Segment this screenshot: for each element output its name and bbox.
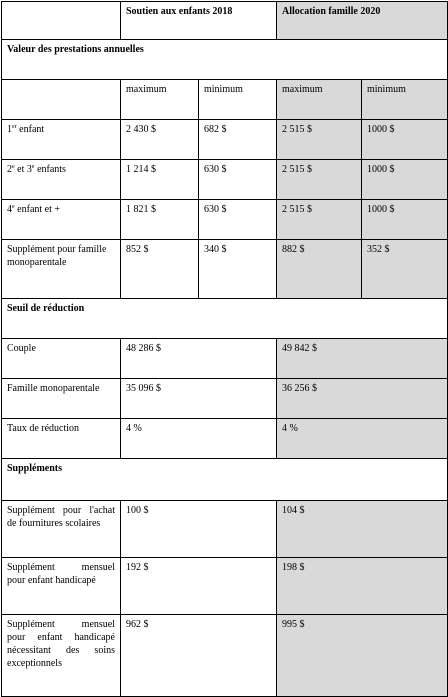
row-label: 1er enfant [2, 120, 121, 160]
subheader-min-2020: minimum [362, 80, 448, 120]
table-row [2, 160, 448, 200]
row-label: Supplément pour famille monoparentale [2, 240, 121, 299]
cell-max-2020: 2 515 $ [277, 120, 362, 160]
subheader-row [2, 80, 448, 120]
subheader-max-2020: maximum [277, 80, 362, 120]
cell-min-2020: 1000 $ [362, 120, 448, 160]
cell-2018: 962 $ [121, 615, 277, 697]
row-label: Supplément pour l'achat de fournitures scolaires [2, 501, 121, 558]
table-row [2, 240, 448, 299]
table-row [2, 501, 448, 558]
header-2018: Soutien aux enfants 2018 [121, 2, 277, 40]
section-row-seuil [2, 299, 448, 339]
table-row [2, 379, 448, 419]
section-row-prestations [2, 40, 448, 80]
cell-max-2018: 852 $ [121, 240, 199, 299]
table-row [2, 120, 448, 160]
subheader-min-2018: minimum [199, 80, 277, 120]
table-header-row [2, 2, 448, 40]
row-label: Supplément mensuel pour enfant handicapé [2, 558, 121, 615]
cell-2018: 4 % [121, 419, 277, 459]
benefits-comparison-table [1, 1, 448, 697]
row-label: 4e enfant et + [2, 200, 121, 240]
section-row-supplements [2, 459, 448, 501]
cell-min-2020: 1000 $ [362, 200, 448, 240]
cell-2020: 104 $ [277, 501, 448, 558]
table-row [2, 339, 448, 379]
header-2020: Allocation famille 2020 [277, 2, 448, 40]
cell-max-2020: 882 $ [277, 240, 362, 299]
cell-max-2020: 2 515 $ [277, 200, 362, 240]
cell-min-2018: 340 $ [199, 240, 277, 299]
cell-max-2020: 2 515 $ [277, 160, 362, 200]
cell-2018: 192 $ [121, 558, 277, 615]
cell-min-2018: 630 $ [199, 200, 277, 240]
row-label: Famille monoparentale [2, 379, 121, 419]
cell-min-2020: 1000 $ [362, 160, 448, 200]
cell-2020: 198 $ [277, 558, 448, 615]
cell-2020: 4 % [277, 419, 448, 459]
section-title-seuil: Seuil de réduction [2, 299, 448, 339]
cell-2018: 100 $ [121, 501, 277, 558]
cell-max-2018: 1 821 $ [121, 200, 199, 240]
section-title-supplements: Suppléments [2, 459, 448, 501]
cell-2020: 36 256 $ [277, 379, 448, 419]
cell-2020: 995 $ [277, 615, 448, 697]
row-label: 2e et 3e enfants [2, 160, 121, 200]
cell-2018: 48 286 $ [121, 339, 277, 379]
cell-max-2018: 1 214 $ [121, 160, 199, 200]
row-label: Supplément mensuel pour enfant handicapé nécessitant des soins exceptionnels [2, 615, 121, 697]
cell-min-2018: 682 $ [199, 120, 277, 160]
cell-min-2018: 630 $ [199, 160, 277, 200]
table-row [2, 615, 448, 697]
row-label: Couple [2, 339, 121, 379]
cell-2018: 35 096 $ [121, 379, 277, 419]
table-row [2, 200, 448, 240]
row-label: Taux de réduction [2, 419, 121, 459]
cell-max-2018: 2 430 $ [121, 120, 199, 160]
cell-min-2020: 352 $ [362, 240, 448, 299]
header-empty-cell [2, 2, 121, 40]
section-title-prestations: Valeur des prestations annuelles [2, 40, 448, 80]
table-row [2, 558, 448, 615]
cell-2020: 49 842 $ [277, 339, 448, 379]
table-row [2, 419, 448, 459]
subheader-max-2018: maximum [121, 80, 199, 120]
subheader-empty-cell [2, 80, 121, 120]
